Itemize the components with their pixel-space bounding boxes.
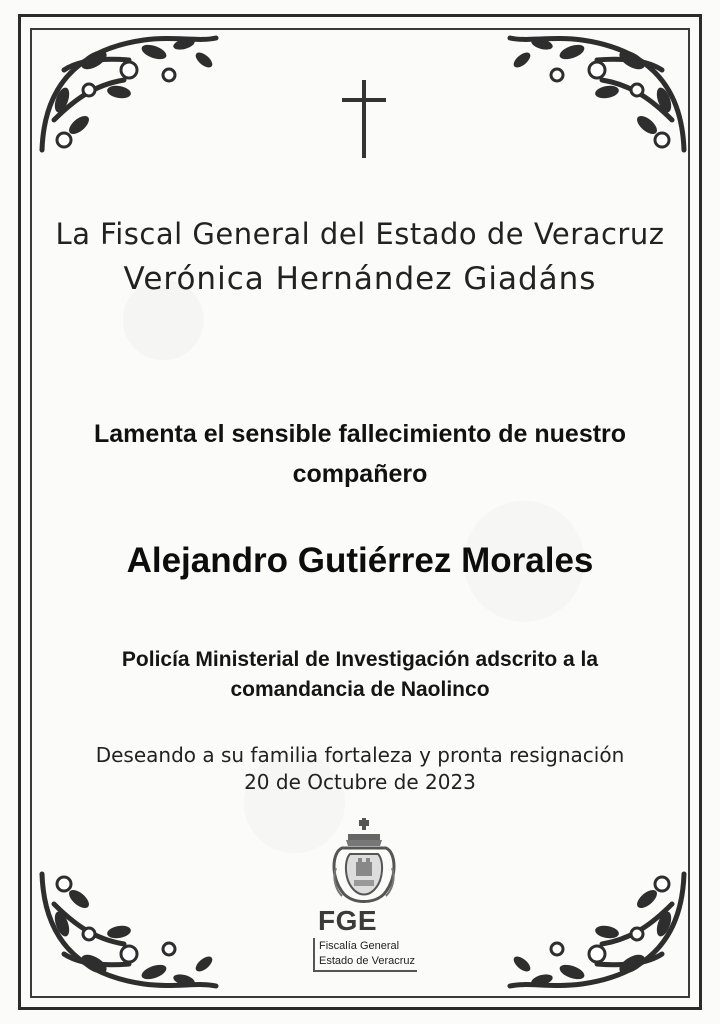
floral-corner-ornament-icon: [34, 30, 224, 160]
issuer-title: La Fiscal General del Estado de Veracruz: [55, 217, 665, 251]
floral-corner-ornament-icon: [34, 864, 224, 994]
floral-corner-ornament-icon: [502, 864, 692, 994]
fge-subtitle-line2: Estado de Veracruz: [319, 955, 416, 967]
fge-subtitle: [313, 938, 417, 972]
condolence-message-line1: Lamenta el sensible fallecimiento de nuestro: [93, 420, 627, 448]
notice-date: 20 de Octubre de 2023: [244, 770, 476, 794]
fge-acronym: FGE: [318, 905, 378, 936]
latin-cross-icon: [342, 80, 386, 158]
closing-wish: Deseando a su familia fortaleza y pronta resignación: [95, 743, 625, 767]
veracruz-coat-of-arms-icon: [328, 818, 400, 908]
issuer-name: Verónica Hernández Giadáns: [123, 261, 597, 297]
deceased-name: Alejandro Gutiérrez Morales: [126, 541, 594, 580]
position-line1: Policía Ministerial de Investigación adscrito a la: [121, 648, 599, 671]
floral-corner-ornament-icon: [502, 30, 692, 160]
fge-subtitle-line1: Fiscalía General: [319, 940, 400, 952]
condolence-message-line2: compañero: [292, 460, 428, 488]
position-line2: comandancia de Naolinco: [230, 678, 490, 701]
